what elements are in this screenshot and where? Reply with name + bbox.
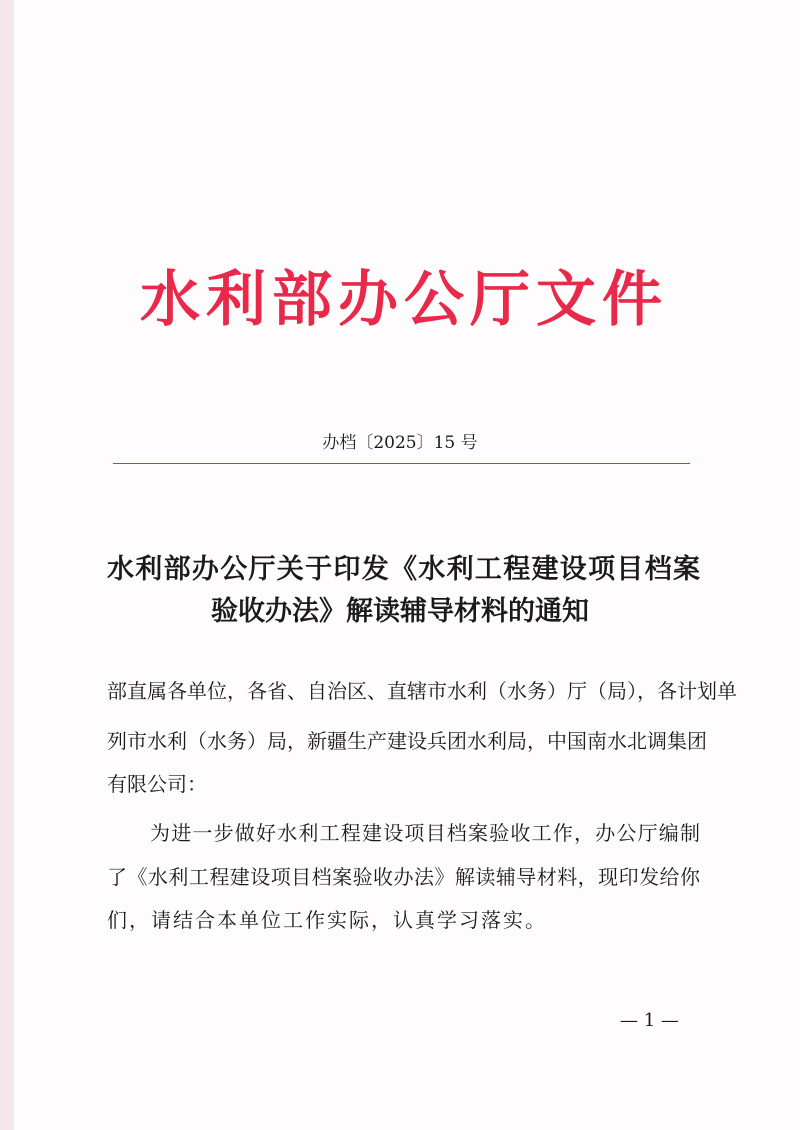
red-divider (113, 463, 690, 464)
title-line-2: 验收办法》解读辅导材料的通知 (211, 596, 589, 627)
title-line-1: 水利部办公厅关于印发《水利工程建设项目档案 (107, 554, 700, 585)
body-line: 为进一步做好水利工程建设项目档案验收工作，办公厅编制 (150, 821, 700, 845)
page-number: — 1 — (620, 1010, 679, 1031)
body-line: 部直属各单位，各省、自治区、直辖市水利（水务）厅（局），各计划单 (107, 679, 737, 703)
body-line: 了《水利工程建设项目档案验收办法》解读辅导材料，现印发给你 (107, 865, 700, 889)
scan-edge (0, 0, 14, 1130)
document-number: 办档〔2025〕15 号 (322, 433, 478, 453)
issuer-heading: 水利部办公厅文件 (140, 265, 662, 335)
body-line: 列市水利（水务）局，新疆生产建设兵团水利局，中国南水北调集团 (107, 729, 707, 753)
body-line: 有限公司： (107, 772, 207, 796)
body-line: 们，请结合本单位工作实际，认真学习落实。 (107, 908, 547, 932)
